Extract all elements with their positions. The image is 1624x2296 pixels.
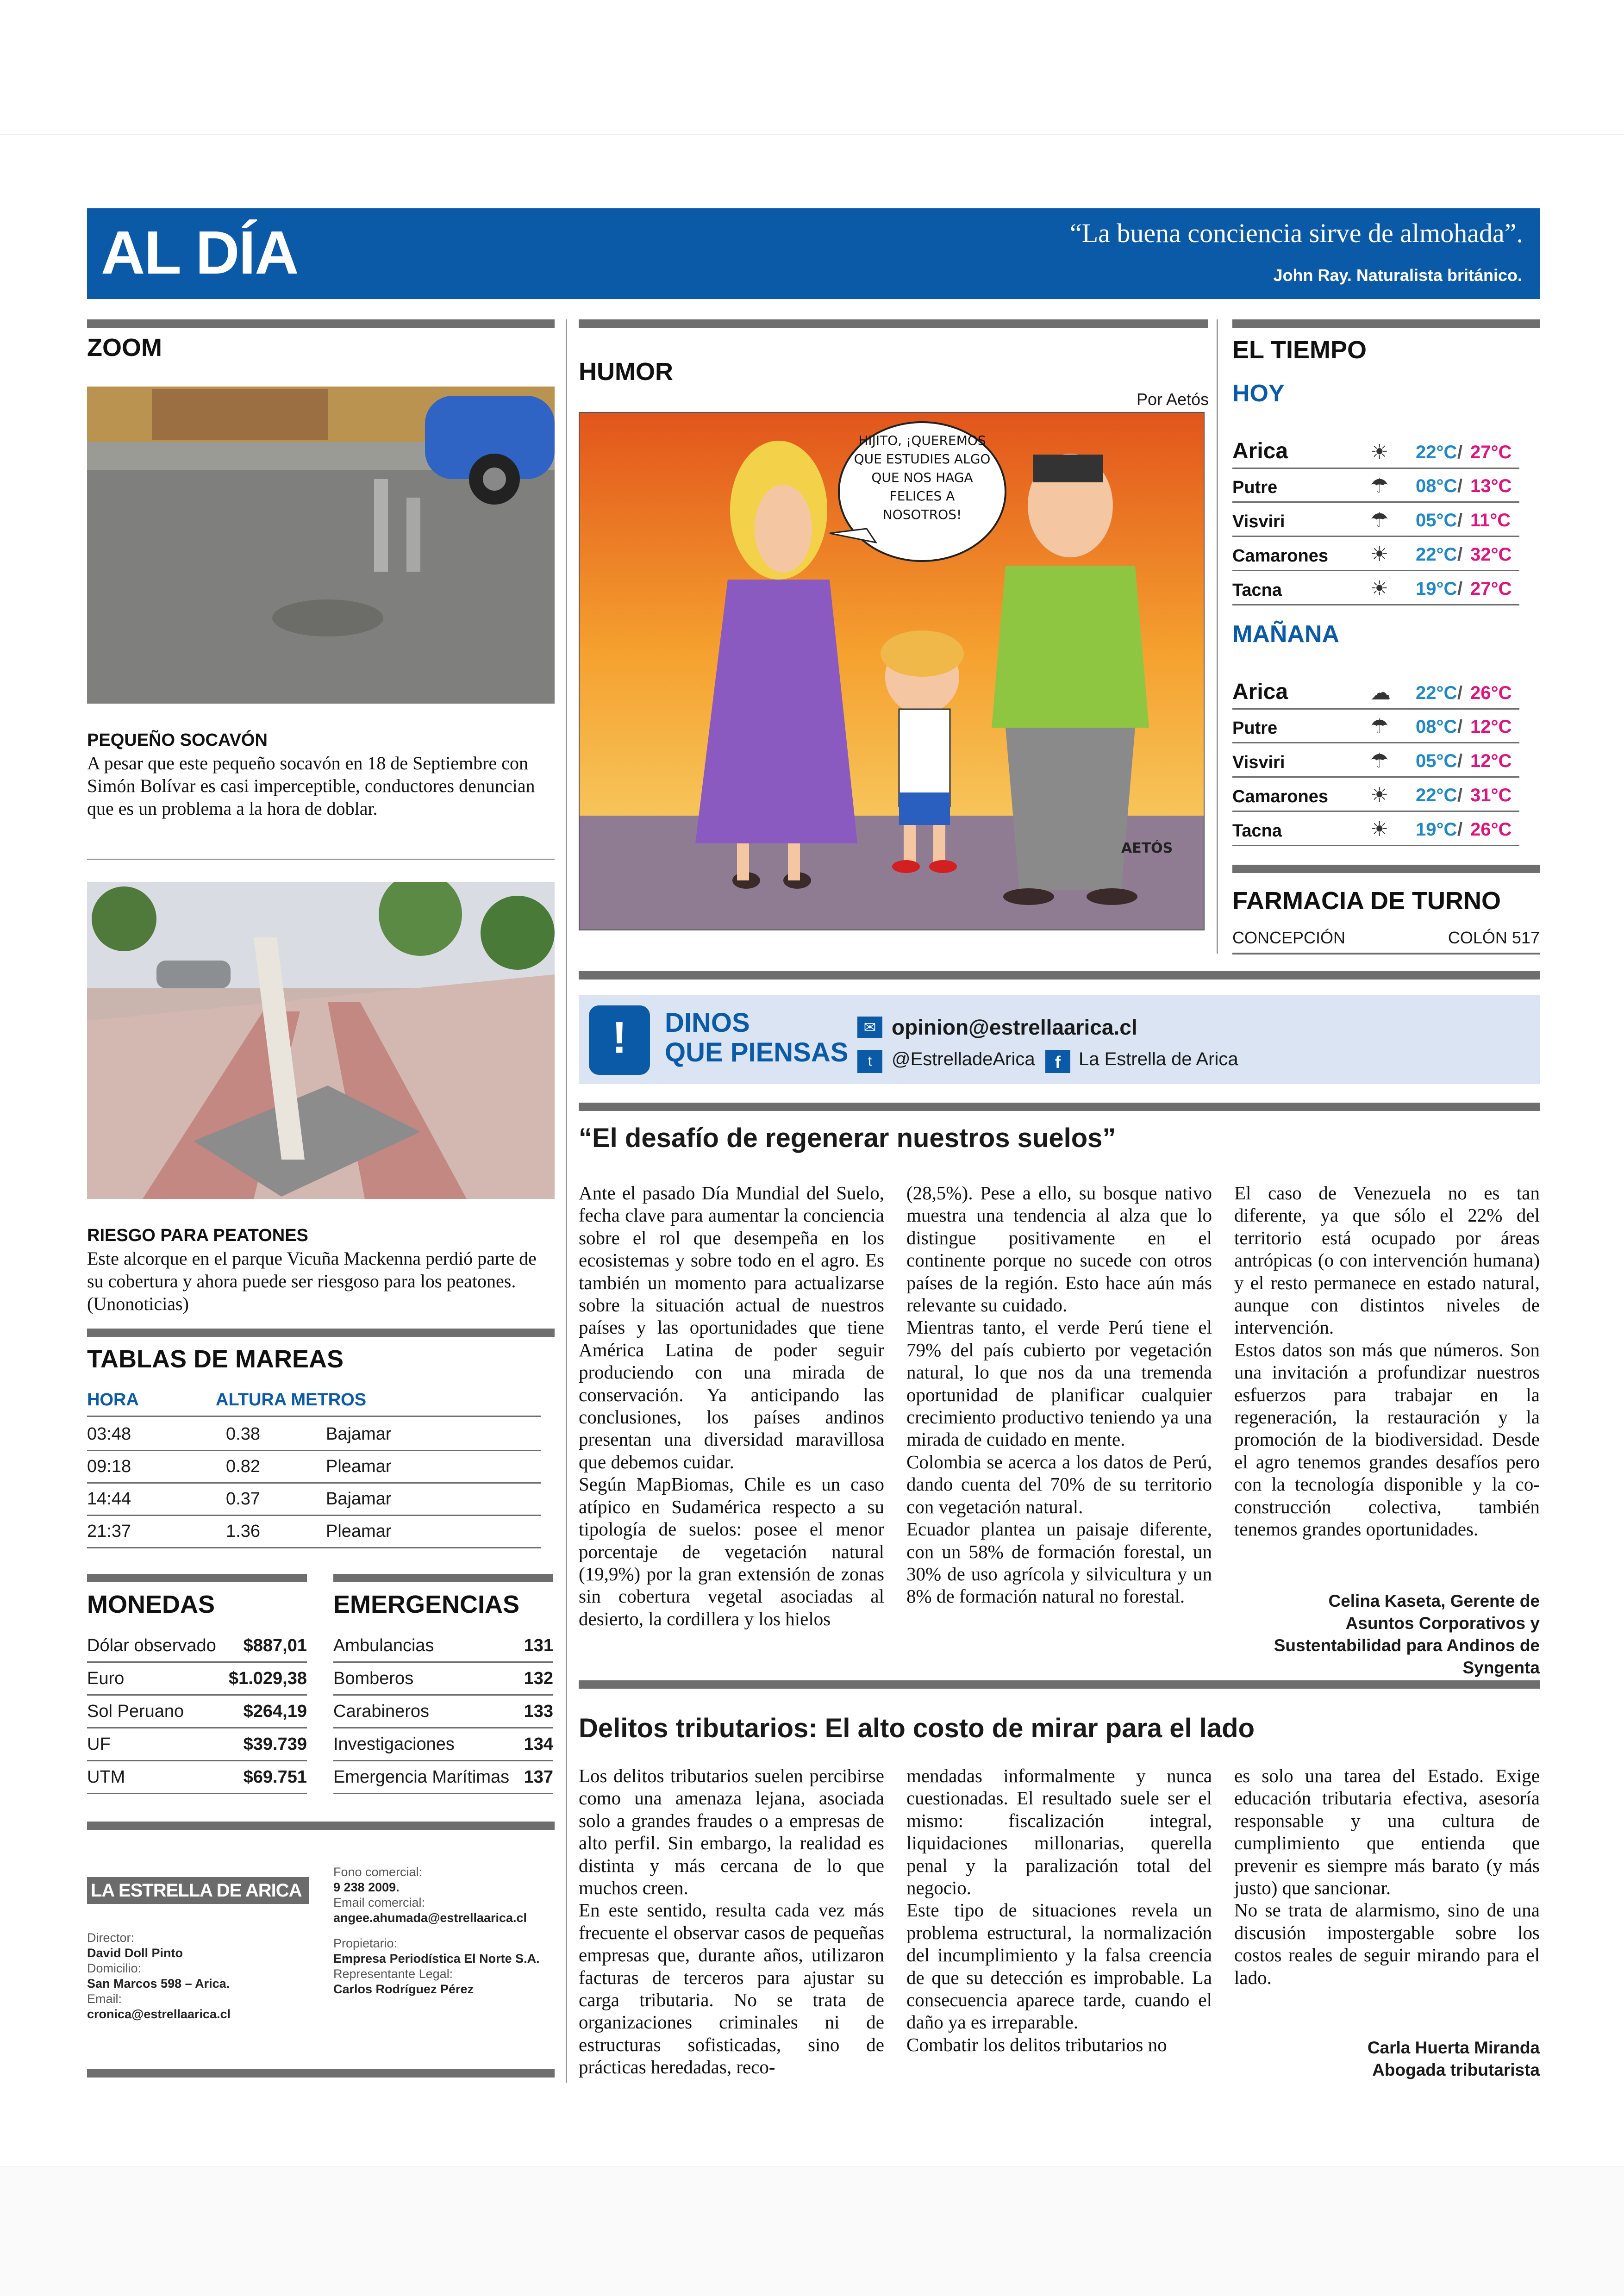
tide-hour: 21:37 <box>87 1522 131 1541</box>
tides-top-bar <box>87 1329 555 1337</box>
tides-col-height: ALTURA METROS <box>216 1390 367 1410</box>
tide-height: 0.37 <box>226 1489 260 1509</box>
rain-sun-icon: ☂ <box>1370 749 1389 772</box>
twitter-icon: t <box>857 1050 882 1073</box>
contact-title-line1: DINOS <box>665 1008 750 1038</box>
currency-value: $1.029,38 <box>228 1669 307 1688</box>
emergency-value: 133 <box>524 1702 553 1721</box>
article2-signature-name: Carla Huerta Miranda <box>1367 2038 1540 2057</box>
weather-min: 08°C <box>1416 476 1457 496</box>
facebook-icon: f <box>1045 1050 1070 1073</box>
zoom-divider <box>87 859 555 860</box>
photo1-caption-title: PEQUEÑO SOCAVÓN <box>87 730 268 750</box>
tide-row <box>87 1483 541 1516</box>
emergency-name: Emergencia Marítimas <box>333 1767 510 1787</box>
weather-city: Putre <box>1232 478 1278 497</box>
weather-top-bar <box>1232 319 1540 328</box>
street-photo-illustration <box>87 387 555 704</box>
weather-row <box>1232 502 1519 537</box>
currency-name: Dólar observado <box>87 1636 216 1655</box>
partly-sunny-icon: ☀ <box>1370 818 1389 841</box>
article1-col3: El caso de Venezuela no es tan diferente, ya que sólo el 22% del territorio está ocupado por áreas antrópicas (o con intervención humana) y el resto permanece en estado natural, aunque con distintos niveles de intervención. Estos datos son más que números. Son una invitación a profundizar nuestros esfuerzos para trabajar en la regeneración, la restauración y la promoción de la biodiversidad. Desde el agro tenemos grandes desafíos pero con la tecnología disponible y la co-construcción colectiva, también tenemos grandes oportunidades. <box>1234 1182 1540 1540</box>
tide-height: 1.36 <box>226 1522 260 1541</box>
weather-row <box>1232 777 1519 812</box>
cartoon-signature: AETÓS <box>1121 840 1173 856</box>
phone-value: 9 238 2009. <box>333 1880 400 1894</box>
tide-type: Bajamar <box>326 1424 392 1444</box>
article2-signature-role: Abogada tributarista <box>1372 2060 1540 2079</box>
weather-min: 05°C <box>1416 510 1457 530</box>
address-value: San Marcos 598 – Arica. <box>87 1977 230 1990</box>
owner-label: Propietario: <box>333 1936 398 1950</box>
article2-signature <box>1327 2037 1540 2081</box>
currency-value: $39.739 <box>243 1734 307 1754</box>
contact-facebook[interactable]: La Estrella de Arica <box>1079 1049 1238 1069</box>
weather-row <box>1232 742 1519 778</box>
article1-title: “El desafío de regenerar nuestros suelos” <box>579 1123 1116 1153</box>
phone-label: Fono comercial: <box>333 1865 423 1879</box>
rain-icon: ☂ <box>1370 474 1389 497</box>
tide-type: Pleamar <box>326 1522 392 1541</box>
weather-max: 11°C <box>1470 510 1511 530</box>
partly-sunny-icon: ☀ <box>1370 577 1389 600</box>
weather-separator: / <box>1457 717 1463 737</box>
weather-min: 05°C <box>1416 751 1457 771</box>
article2-col3: es solo una tarea del Estado. Exige educación tributaria efectiva, asesoría responsable y una cultura de cumplimiento que entienda que prevenir es siempre más barato (y más justo) que sancionar. No se trata de alarmismo, sino de una discusión impostergable sobre los costos reales de seguir mirando para el lado. <box>1234 1765 1540 1988</box>
weather-separator: / <box>1457 442 1463 462</box>
photo1-caption-text: A pesar que este pequeño socavón en 18 de Septiembre con Simón Bolívar es casi imperceptible, conductores denuncian que es un problema a la hora de doblar. <box>87 753 535 819</box>
article1-col1: Ante el pasado Día Mundial del Suelo, fecha clave para aumentar la conciencia sobre el rol que desempeña en los ecosistemas y sobre todo en el agro. Es también un momento para actualizarse sobre la situación actual de nuestros países y las oportunidades que tiene América Latina de poder seguir produciendo con una mirada de conservación. Ya anticipando las conclusiones, los países andinos presentan una diversidad maravillosa que debemos cuidar. Según MapBiomas, Chile es un caso atípico en Sudamérica respecto a su tipología de suelos: posee el menor porcentaje de vegetación natural (19,9%) por la gran extensión de zonas sin cobertura vegetal asociadas al desierto, la cordillera y los hielos <box>579 1182 884 1629</box>
currencies-title: MONEDAS <box>87 1591 215 1618</box>
tide-height: 0.82 <box>226 1457 260 1476</box>
article2-col2: mendadas informalmente y nunca cuestionadas. El resultado suele ser el mismo: fiscalización integral, liquidaciones millonarias, querella penal y la paralización total del negocio. Este tipo de situaciones revela un problema estructural, la normalización del incumplimiento y la falsa creencia de que su detección es improbable. La consecuencia aparece tarde, cuando el daño ya es irreparable. Combatir los delitos tributarios no <box>906 1765 1212 2055</box>
partly-sunny-icon: ☀ <box>1370 543 1389 566</box>
sidewalk-photo-illustration <box>87 882 555 1199</box>
weather-row <box>1232 667 1519 710</box>
contact-top-bar <box>579 971 1540 980</box>
weather-city: Tacna <box>1232 821 1282 841</box>
humor-weather-divider <box>1217 319 1218 954</box>
humor-author: Por Aetós <box>1137 390 1209 409</box>
weather-max: 26°C <box>1470 683 1512 703</box>
comm-email-label: Email comercial: <box>333 1896 425 1909</box>
tide-hour: 03:48 <box>87 1424 131 1444</box>
partly-sunny-icon: ☀ <box>1370 441 1389 463</box>
page-bottom-margin <box>0 2166 1624 2296</box>
weather-min: 19°C <box>1416 579 1457 599</box>
owner-value: Empresa Periodística El Norte S.A. <box>333 1952 540 1965</box>
weather-city: Arica <box>1232 439 1288 463</box>
weather-min: 08°C <box>1416 717 1457 737</box>
tide-type: Bajamar <box>326 1489 392 1509</box>
pharmacy-top-bar <box>1232 865 1540 873</box>
pharmacy-title: FARMACIA DE TURNO <box>1232 887 1501 915</box>
photo2-caption-text: Este alcorque en el parque Vicuña Mackenna perdió parte de su cobertura y ahora puede ser riesgoso para los peatones. (Unonoticias) <box>87 1248 537 1314</box>
photo2-caption-title: RIESGO PARA PEATONES <box>87 1226 308 1245</box>
currency-row <box>87 1628 307 1663</box>
weather-max: 13°C <box>1470 476 1512 496</box>
currency-value: $887,01 <box>243 1636 307 1655</box>
tides-title: TABLAS DE MAREAS <box>87 1345 344 1373</box>
currency-row <box>87 1760 307 1794</box>
email-label: Email: <box>87 1992 122 2006</box>
weather-city: Putre <box>1232 718 1278 738</box>
director-label: Director: <box>87 1931 135 1945</box>
article1-top-bar <box>579 1103 1540 1111</box>
tide-hour: 14:44 <box>87 1489 131 1509</box>
currency-row <box>87 1694 307 1728</box>
zoom-title: ZOOM <box>87 334 162 362</box>
pharmacy-address: COLÓN 517 <box>1448 928 1540 947</box>
humor-title: HUMOR <box>579 358 673 386</box>
address-label: Domicilio: <box>87 1961 142 1975</box>
tide-type: Pleamar <box>326 1457 392 1476</box>
pharmacy-bottom-line <box>1232 953 1540 955</box>
weather-max: 32°C <box>1470 544 1512 565</box>
pharmacy-name: CONCEPCIÓN <box>1232 928 1346 947</box>
currency-name: UF <box>87 1734 111 1754</box>
weather-max: 26°C <box>1470 819 1512 840</box>
tides-header-line <box>87 1416 541 1417</box>
header-quote: “La buena conciencia sirve de almohada”. <box>1069 218 1523 248</box>
weather-tomorrow-label: MAÑANA <box>1232 621 1340 648</box>
rain-icon: ☂ <box>1370 715 1389 738</box>
weather-row <box>1232 468 1519 503</box>
weather-min: 22°C <box>1416 442 1457 462</box>
weather-row <box>1232 426 1519 469</box>
currencies-top-bar <box>87 1574 307 1582</box>
emergencies-top-bar <box>333 1574 553 1582</box>
weather-city: Arica <box>1232 680 1288 704</box>
section-title: AL DÍA <box>101 218 298 287</box>
emergency-row <box>333 1628 553 1663</box>
weather-city: Visviri <box>1232 512 1285 531</box>
masthead-top-bar <box>87 1822 555 1830</box>
contact-twitter[interactable]: @EstrelladeArica <box>892 1049 1035 1069</box>
currency-name: Sol Peruano <box>87 1702 184 1721</box>
mail-icon: ✉ <box>857 1017 882 1038</box>
weather-separator: / <box>1457 751 1463 771</box>
email-value[interactable]: cronica@estrellaarica.cl <box>87 2007 231 2021</box>
weather-min: 19°C <box>1416 819 1457 840</box>
weather-separator: / <box>1457 510 1463 530</box>
tide-hour: 09:18 <box>87 1457 131 1476</box>
tide-row <box>87 1418 541 1451</box>
currency-name: UTM <box>87 1767 125 1787</box>
weather-max: 31°C <box>1470 785 1512 805</box>
emergency-name: Ambulancias <box>333 1636 434 1655</box>
currency-row <box>87 1661 307 1696</box>
zoom-top-bar <box>87 319 555 328</box>
contact-title-line2: QUE PIENSAS <box>665 1037 849 1067</box>
masthead-right-info <box>333 1865 556 1997</box>
weather-city: Visviri <box>1232 753 1285 772</box>
emergency-row <box>333 1661 553 1696</box>
weather-city: Camarones <box>1232 546 1328 566</box>
emergency-name: Investigaciones <box>333 1734 455 1754</box>
weather-min: 22°C <box>1416 683 1457 703</box>
weather-city: Tacna <box>1232 580 1282 600</box>
cartoon-illustration <box>580 413 1205 930</box>
comm-email-value[interactable]: angee.ahumada@estrellaarica.cl <box>333 1911 527 1925</box>
emergency-value: 131 <box>524 1636 553 1655</box>
tides-col-hour: HORA <box>87 1390 139 1410</box>
weather-max: 12°C <box>1470 717 1512 737</box>
weather-min: 22°C <box>1416 785 1457 805</box>
contact-email[interactable]: opinion@estrellaarica.cl <box>892 1015 1137 1039</box>
weather-separator: / <box>1457 579 1463 599</box>
weather-title: EL TIEMPO <box>1232 336 1367 364</box>
weather-separator: / <box>1457 819 1463 840</box>
humor-top-bar <box>579 319 1208 328</box>
cartoon-speech-text: HIJITO, ¡QUEREMOS QUE ESTUDIES ALGO QUE NOS HAGA FELICES A NOSOTROS! <box>854 433 991 522</box>
tide-row <box>87 1515 541 1548</box>
weather-max: 27°C <box>1470 442 1512 462</box>
masthead-logo: LA ESTRELLA DE ARICA <box>87 1877 309 1904</box>
weather-max: 12°C <box>1470 751 1512 771</box>
weather-min: 22°C <box>1416 544 1457 565</box>
currency-name: Euro <box>87 1669 125 1688</box>
zoom-photo-sidewalk <box>87 882 555 1199</box>
tide-height: 0.38 <box>226 1424 260 1444</box>
emergency-row <box>333 1694 553 1728</box>
emergency-name: Bomberos <box>333 1669 414 1688</box>
header-quote-author: John Ray. Naturalista británico. <box>1273 266 1522 285</box>
humor-cartoon <box>579 412 1205 930</box>
masthead-bottom-bar <box>87 2069 555 2078</box>
weather-row <box>1232 708 1519 743</box>
article2-title: Delitos tributarios: El alto costo de mirar para el lado <box>579 1713 1255 1743</box>
emergency-row <box>333 1727 553 1761</box>
weather-row <box>1232 811 1519 846</box>
weather-separator: / <box>1457 683 1463 703</box>
zoom-photo-street <box>87 387 555 704</box>
cloudy-icon: ☁ <box>1370 681 1391 704</box>
weather-separator: / <box>1457 544 1463 565</box>
contact-title <box>665 1008 848 1067</box>
currency-value: $264,19 <box>243 1702 307 1721</box>
currency-value: $69.751 <box>243 1767 307 1787</box>
masthead-left-info <box>87 1930 309 2022</box>
emergency-name: Carabineros <box>333 1702 429 1721</box>
weather-max: 27°C <box>1470 579 1512 599</box>
weather-today-label: HOY <box>1232 380 1285 407</box>
legal-label: Representante Legal: <box>333 1967 453 1981</box>
article2-top-bar <box>579 1680 1540 1689</box>
article1-col2: (28,5%). Pese a ello, su bosque nativo muestra una tendencia al alza que lo distingue positivamente en el continente porque no sucede con otros países de la región. Esto hace aún más relevante su cuidado. Mientras tanto, el verde Perú tiene el 79% del país cubierto por vegetación natural, lo que nos da una tremenda oportunidad de planificar cualquier crecimiento productivo teniendo ya una mirada de cuidado en mente. Colombia se acerca a los datos de Perú, dando cuenta del 70% de su territorio con vegetación natural. Ecuador plantea un paisaje diferente, con un 58% de formación forestal, un 30% de uso agrícola y silvicultura y un 8% de formación natural no forestal. <box>906 1182 1212 1607</box>
weather-separator: / <box>1457 785 1463 805</box>
emergency-value: 137 <box>524 1767 553 1787</box>
emergencies-title: EMERGENCIAS <box>333 1591 520 1618</box>
weather-row <box>1232 570 1519 605</box>
emergency-value: 134 <box>524 1734 553 1754</box>
left-column-divider <box>566 319 567 2083</box>
weather-separator: / <box>1457 476 1463 496</box>
currency-row <box>87 1727 307 1761</box>
article1-signature: Celina Kaseta, Gerente de Asuntos Corporativos y Sustentabilidad para Andinos de Syngenta <box>1274 1591 1540 1677</box>
emergency-value: 132 <box>524 1669 553 1688</box>
tide-row <box>87 1450 541 1484</box>
page-top-margin <box>0 0 1624 135</box>
exclamation-icon: ! <box>589 1005 650 1075</box>
director-name: David Doll Pinto <box>87 1946 183 1960</box>
rain-icon: ☂ <box>1370 509 1389 531</box>
legal-value: Carlos Rodríguez Pérez <box>333 1982 474 1996</box>
partly-sunny-icon: ☀ <box>1370 784 1389 806</box>
emergency-row <box>333 1760 553 1794</box>
weather-row <box>1232 536 1519 571</box>
weather-city: Camarones <box>1232 787 1328 806</box>
article2-col1: Los delitos tributarios suelen percibirse como una amenaza lejana, asociada solo a grandes fraudes o a empresas de alto perfil. Sin embargo, la realidad es distinta y más cercana de lo que muchos creen. En este sentido, resulta cada vez más frecuente el observar casos de pequeñas empresas que, durante años, utilizaron facturas de terceros para ajustar su carga tributaria. No se trata de organizaciones criminales ni de estructuras sofisticadas, sino de prácticas heredadas, reco- <box>579 1765 884 2078</box>
